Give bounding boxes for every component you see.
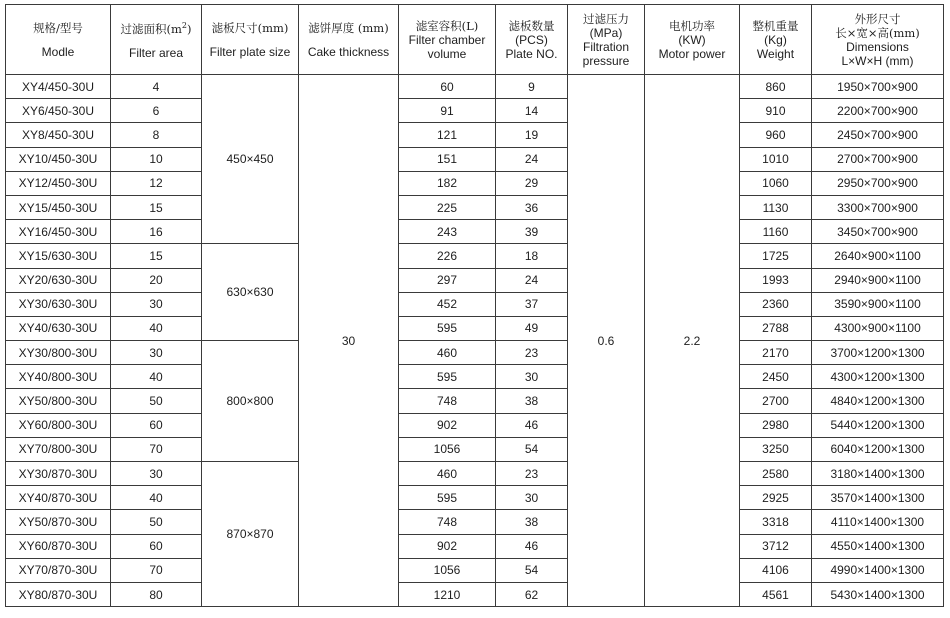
header-filtration-pressure: 过滤压力 (MPa) Filtration pressure [568,5,645,75]
header-row [6,5,944,75]
table-row [6,147,944,171]
cell-filter-area: 15 [111,244,202,268]
cell-chamber-volume: 902 [399,413,496,437]
cell-chamber-volume: 902 [399,534,496,558]
cell-dimensions: 3570×1400×1300 [812,486,944,510]
cell-model: XY4/450-30U [6,75,111,99]
header-chamber-volume: 滤室容积(L) Filter chamber volume [399,5,496,75]
cell-chamber-volume: 297 [399,268,496,292]
cell-plate-number: 54 [496,558,568,582]
header-filter-area: 过滤面积$(m^2)$ Filter area [111,5,202,75]
cell-weight: 2925 [740,486,812,510]
cell-weight: 1060 [740,171,812,195]
cell-model: XY20/630-30U [6,268,111,292]
cell-chamber-volume: 595 [399,486,496,510]
table-row [6,437,944,461]
table-row [6,389,944,413]
cell-plate-number: 39 [496,220,568,244]
table-row [6,486,944,510]
cell-motor-power: 2.2 [645,75,740,607]
table-row [6,462,944,486]
table-row [6,582,944,606]
cell-dimensions: 2640×900×1100 [812,244,944,268]
cell-model: XY12/450-30U [6,171,111,195]
table-row [6,341,944,365]
cell-filter-area: 16 [111,220,202,244]
cell-dimensions: 6040×1200×1300 [812,437,944,461]
table-row [6,75,944,99]
cell-chamber-volume: 460 [399,341,496,365]
cell-model: XY30/800-30U [6,341,111,365]
table-row [6,413,944,437]
table-row [6,558,944,582]
cell-chamber-volume: 182 [399,171,496,195]
table-row [6,171,944,195]
cell-plate-number: 24 [496,147,568,171]
table-row [6,244,944,268]
cell-plate-number: 30 [496,365,568,389]
cell-dimensions: 4300×1200×1300 [812,365,944,389]
cell-model: XY80/870-30U [6,582,111,606]
cell-chamber-volume: 121 [399,123,496,147]
cell-filter-area: 80 [111,582,202,606]
cell-plate-number: 62 [496,582,568,606]
cell-chamber-volume: 452 [399,292,496,316]
cell-model: XY40/630-30U [6,316,111,340]
cell-dimensions: 1950×700×900 [812,75,944,99]
header-motor-power: 电机功率 (KW) Motor power [645,5,740,75]
cell-plate-size: 800×800 [202,341,299,462]
table-row [6,220,944,244]
cell-weight: 3318 [740,510,812,534]
cell-model: XY16/450-30U [6,220,111,244]
cell-filter-area: 30 [111,462,202,486]
cell-chamber-volume: 460 [399,462,496,486]
cell-plate-size: 450×450 [202,75,299,244]
cell-model: XY60/800-30U [6,413,111,437]
cell-chamber-volume: 243 [399,220,496,244]
cell-plate-number: 19 [496,123,568,147]
cell-chamber-volume: 595 [399,365,496,389]
cell-plate-number: 9 [496,75,568,99]
table-row [6,534,944,558]
cell-plate-number: 23 [496,462,568,486]
cell-dimensions: 2450×700×900 [812,123,944,147]
cell-filter-area: 4 [111,75,202,99]
cell-weight: 960 [740,123,812,147]
cell-plate-number: 14 [496,99,568,123]
cell-chamber-volume: 748 [399,510,496,534]
cell-model: XY30/630-30U [6,292,111,316]
table-body [6,75,944,607]
cell-model: XY10/450-30U [6,147,111,171]
cell-plate-number: 37 [496,292,568,316]
cell-model: XY40/870-30U [6,486,111,510]
cell-filter-area: 10 [111,147,202,171]
cell-dimensions: 2700×700×900 [812,147,944,171]
table-row [6,292,944,316]
cell-dimensions: 3180×1400×1300 [812,462,944,486]
cell-weight: 1993 [740,268,812,292]
cell-weight: 1725 [740,244,812,268]
cell-dimensions: 2950×700×900 [812,171,944,195]
cell-weight: 2170 [740,341,812,365]
cell-dimensions: 2200×700×900 [812,99,944,123]
cell-plate-number: 23 [496,341,568,365]
cell-filter-area: 12 [111,171,202,195]
table-row [6,123,944,147]
cell-model: XY70/870-30U [6,558,111,582]
cell-model: XY70/800-30U [6,437,111,461]
cell-chamber-volume: 748 [399,389,496,413]
cell-filter-area: 70 [111,558,202,582]
cell-chamber-volume: 151 [399,147,496,171]
cell-filter-area: 50 [111,389,202,413]
table-row [6,510,944,534]
cell-plate-number: 36 [496,195,568,219]
cell-chamber-volume: 1056 [399,437,496,461]
cell-chamber-volume: 1210 [399,582,496,606]
cell-plate-number: 54 [496,437,568,461]
cell-chamber-volume: 60 [399,75,496,99]
cell-weight: 2980 [740,413,812,437]
cell-chamber-volume: 225 [399,195,496,219]
cell-filter-area: 6 [111,99,202,123]
cell-filter-area: 30 [111,341,202,365]
cell-plate-number: 24 [496,268,568,292]
cell-model: XY15/630-30U [6,244,111,268]
cell-dimensions: 3450×700×900 [812,220,944,244]
cell-model: XY6/450-30U [6,99,111,123]
table-row [6,316,944,340]
cell-filter-area: 40 [111,316,202,340]
cell-filter-area: 60 [111,534,202,558]
cell-weight: 1130 [740,195,812,219]
cell-cake-thickness: 30 [299,75,399,607]
cell-plate-number: 38 [496,510,568,534]
cell-plate-size: 630×630 [202,244,299,341]
cell-dimensions: 5430×1400×1300 [812,582,944,606]
cell-model: XY60/870-30U [6,534,111,558]
cell-dimensions: 3700×1200×1300 [812,341,944,365]
cell-model: XY50/870-30U [6,510,111,534]
table-row [6,365,944,389]
cell-weight: 1160 [740,220,812,244]
cell-filter-area: 30 [111,292,202,316]
header-plate-number: 滤板数量 (PCS) Plate NO. [496,5,568,75]
cell-dimensions: 4300×900×1100 [812,316,944,340]
cell-plate-number: 18 [496,244,568,268]
cell-dimensions: 2940×900×1100 [812,268,944,292]
header-model: 规格/型号 Modle [6,5,111,75]
cell-weight: 4106 [740,558,812,582]
cell-dimensions: 5440×1200×1300 [812,413,944,437]
cell-plate-size: 870×870 [202,462,299,607]
cell-model: XY8/450-30U [6,123,111,147]
cell-model: XY15/450-30U [6,195,111,219]
cell-chamber-volume: 226 [399,244,496,268]
cell-dimensions: 3300×700×900 [812,195,944,219]
cell-filter-area: 70 [111,437,202,461]
cell-chamber-volume: 91 [399,99,496,123]
cell-filter-area: 50 [111,510,202,534]
cell-weight: 3250 [740,437,812,461]
cell-filter-area: 40 [111,365,202,389]
header-plate-size: 滤板尺寸(mm) Filter plate size [202,5,299,75]
cell-plate-number: 46 [496,413,568,437]
cell-weight: 910 [740,99,812,123]
cell-dimensions: 4550×1400×1300 [812,534,944,558]
cell-filter-area: 15 [111,195,202,219]
header-dimensions: 外形尺寸 长×宽×高(mm) Dimensions L×W×H (mm) [812,5,944,75]
cell-weight: 2450 [740,365,812,389]
cell-dimensions: 3590×900×1100 [812,292,944,316]
cell-model: XY50/800-30U [6,389,111,413]
cell-weight: 1010 [740,147,812,171]
cell-weight: 2580 [740,462,812,486]
cell-weight: 2788 [740,316,812,340]
cell-model: XY30/870-30U [6,462,111,486]
cell-model: XY40/800-30U [6,365,111,389]
cell-plate-number: 30 [496,486,568,510]
cell-filtration-pressure: 0.6 [568,75,645,607]
cell-weight: 860 [740,75,812,99]
header-cake-thickness: 滤饼厚度 (mm) Cake thickness [299,5,399,75]
cell-weight: 2700 [740,389,812,413]
cell-dimensions: 4840×1200×1300 [812,389,944,413]
cell-plate-number: 29 [496,171,568,195]
cell-filter-area: 40 [111,486,202,510]
cell-filter-area: 8 [111,123,202,147]
cell-weight: 3712 [740,534,812,558]
cell-plate-number: 46 [496,534,568,558]
cell-filter-area: 60 [111,413,202,437]
header-weight: 整机重量 (Kg) Weight [740,5,812,75]
cell-dimensions: 4110×1400×1300 [812,510,944,534]
table-row [6,99,944,123]
cell-chamber-volume: 595 [399,316,496,340]
filter-press-spec-table [5,4,944,607]
cell-dimensions: 4990×1400×1300 [812,558,944,582]
cell-weight: 2360 [740,292,812,316]
cell-plate-number: 38 [496,389,568,413]
table-row [6,195,944,219]
cell-weight: 4561 [740,582,812,606]
cell-plate-number: 49 [496,316,568,340]
table-row [6,268,944,292]
cell-chamber-volume: 1056 [399,558,496,582]
cell-filter-area: 20 [111,268,202,292]
